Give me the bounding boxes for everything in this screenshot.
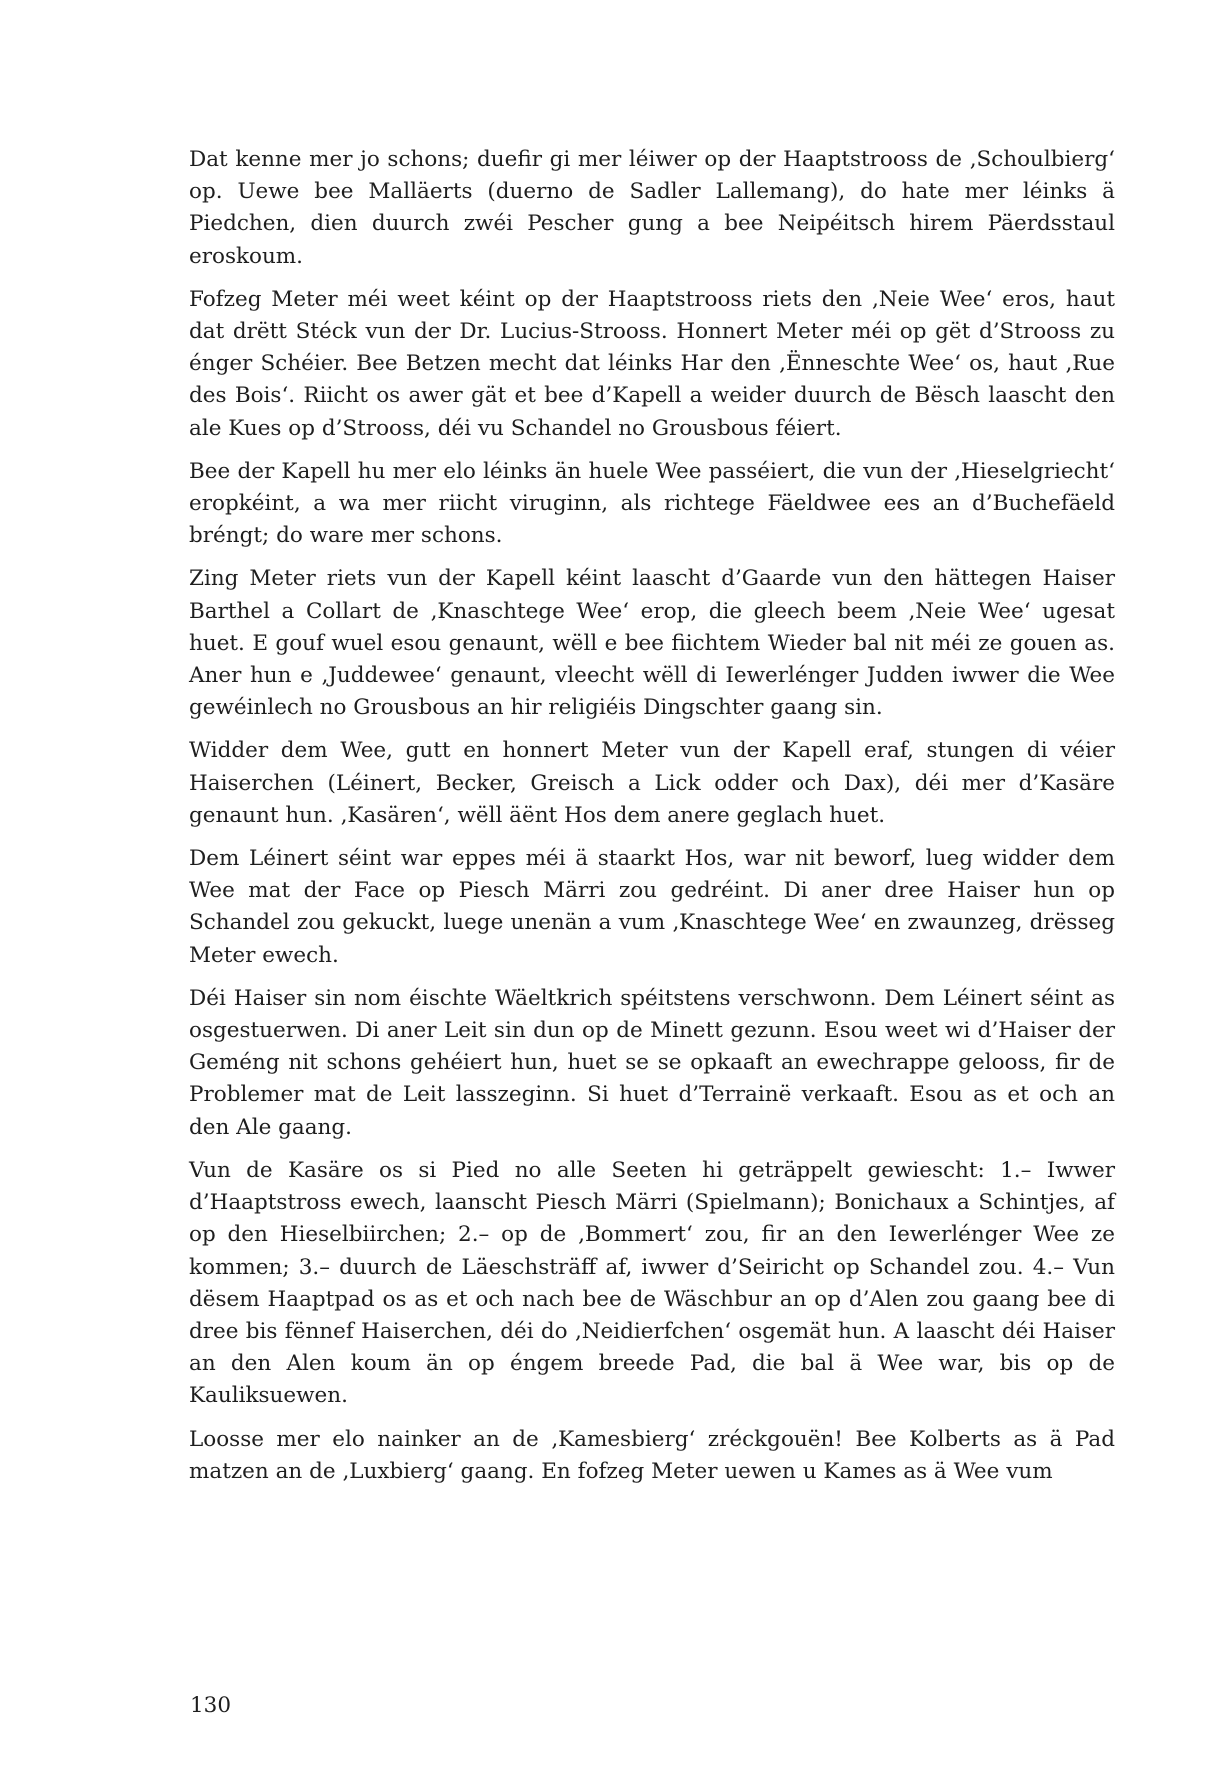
paragraph-4: Zing Meter riets vun der Kapell kéint laascht d’Gaarde vun den hättegen Haiser Barthel a Collart de ‚Knaschtege Wee‘ erop, die gleech beem ‚Neie Wee‘ ugesat huet. E gouf wuel esou genaunt, wëll e bee fiichtem Wieder bal nit méi ze gouen as. Aner hun e ‚Juddewee‘ genaunt, vleecht wëll di Iewerlénger Judden iwwer die Wee gewéinlech no Grousbous an hir religiéis Dingschter gaang sin. — [189, 566, 1115, 721]
body-text — [189, 144, 1115, 1499]
paragraph-9: Loosse mer elo nainker an de ‚Kamesbierg‘ zréckgouën! Bee Kolberts as ä Pad matzen an de ‚Luxbierg‘ gaang. En fofzeg Meter uewen u Kames as ä Wee vum — [189, 1426, 1115, 1484]
paragraph-5: Widder dem Wee, gutt en honnert Meter vun der Kapell eraf, stungen di véier Haiserchen (Léinert, Becker, Greisch a Lick odder och Dax), déi mer d’Kasäre genaunt hun. ‚Kasären‘, wëll äënt Hos dem anere geglach huet. — [189, 738, 1115, 828]
paragraph-7: Déi Haiser sin nom éischte Wäeltkrich spéitstens verschwonn. Dem Léinert séint as osgestuerwen. Di aner Leit sin dun op de Minett gezunn. Esou weet wi d’Haiser der Geméng nit schons gehéiert hun, huet se se opkaaft an ewechrappe gelooss, fir de Problemer mat de Leit lasszeginn. Si huet d’Terrainë verkaaft. Esou as et och an den Ale gaang. — [189, 985, 1115, 1140]
paragraph-8: Vun de Kasäre os si Pied no alle Seeten hi geträppelt gewiescht: 1.– Iwwer d’Haaptstross ewech, laanscht Piesch Märri (Spielmann); Bonichaux a Schintjes, af op den Hieselbiirchen; 2.– op de ‚Bommert‘ zou, fir an den Iewerlénger Wee ze kommen; 3.– duurch de Läeschsträff af, iwwer d’Seiricht op Schandel zou. 4.– Vun dësem Haaptpad os as et och nach bee de Wäschbur an op d’Alen zou gaang bee di dree bis fënnef Haiserchen, déi do ‚Neidierfchen‘ osgemät hun. A laascht déi Haiser an den Alen koum än op éngem breede Pad, die bal ä Wee war, bis op de Kauliksuewen. — [189, 1157, 1115, 1409]
paragraph-1: Dat kenne mer jo schons; duefir gi mer léiwer op der Haaptstrooss de ‚Schoulbierg‘ op. Uewe bee Malläerts (duerno de Sadler Lallemang), do hate mer léinks ä Piedchen, dien duurch zwéi Pescher gung a bee Neipéitsch hirem Päerdsstaul eroskoum. — [189, 147, 1115, 269]
page-number: 130 — [190, 1693, 232, 1718]
paragraph-6: Dem Léinert séint war eppes méi ä staarkt Hos, war nit beworf, lueg widder dem Wee mat der Face op Piesch Märri zou gedréint. Di aner dree Haiser hun op Schandel zou gekuckt, luege unenän a vum ‚Knaschtege Wee‘ en zwaunzeg, drësseg Meter ewech. — [189, 846, 1115, 968]
paragraph-2: Fofzeg Meter méi weet kéint op der Haaptstrooss riets den ‚Neie Wee‘ eros, haut dat drëtt Stéck vun der Dr. Lucius-Strooss. Honnert Meter méi op gët d’Strooss zu énger Schéier. Bee Betzen mecht dat léinks Har den ‚Ënneschte Wee‘ os, haut ‚Rue des Bois‘. Riicht os awer gät et bee d’Kapell a weider duurch de Bësch laascht den ale Kues op d’Strooss, déi vu Schandel no Grousbous féiert. — [189, 286, 1115, 441]
paragraph-3: Bee der Kapell hu mer elo léinks än huele Wee passéiert, die vun der ‚Hieselgriecht‘ eropkéint, a wa mer riicht viruginn, als richtege Fäeldwee ees an d’Buchefäeld bréngt; do ware mer schons. — [189, 458, 1115, 549]
